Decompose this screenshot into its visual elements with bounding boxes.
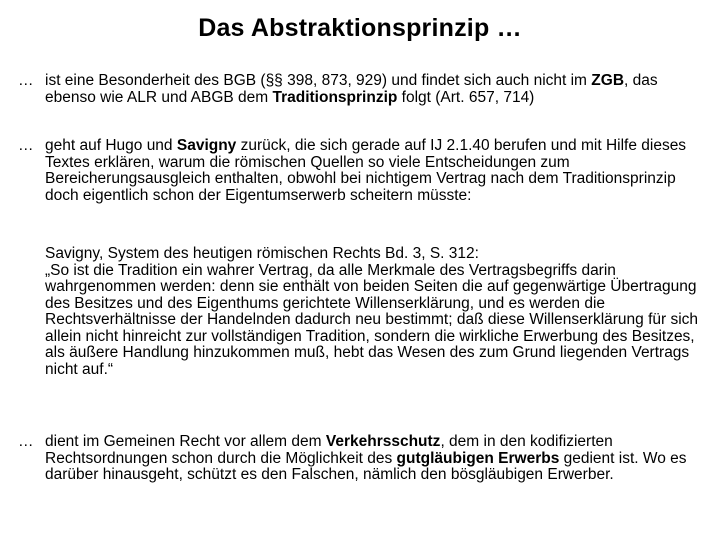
paragraph-text — [45, 138, 708, 204]
savigny-quote-block — [18, 246, 708, 378]
bold-term-zgb: ZGB — [591, 72, 625, 89]
text-span: zurück, die sich gerade auf IJ 2.1.40 berufen und mit Hilfe dieses Textes erklären, warum die römischen Quellen so viele Entscheidungen zum Bereicherungsausgleich enthalten, obwohl bei nichtigem Vertrag nach dem Traditionsprinzip doch eigentlich schon der Eigentumserwerb scheitern müsste: — [45, 137, 687, 204]
text-span: dient im Gemeinen Recht vor allem dem — [45, 433, 326, 450]
ellipsis-bullet-icon: … — [18, 137, 34, 154]
ellipsis-bullet-icon: … — [18, 433, 34, 450]
bullet-paragraph-savigny — [18, 138, 708, 204]
ellipsis-bullet-icon: … — [18, 72, 34, 89]
bold-term-traditionsprinzip: Traditionsprinzip — [272, 88, 398, 106]
bullet-paragraph-verkehrsschutz — [18, 434, 708, 484]
bold-term-savigny: Savigny — [176, 137, 237, 154]
bullet-paragraph-bgb — [18, 73, 708, 106]
slide-title: Das Abstraktionsprinzip … — [198, 14, 522, 42]
quote-text: „So ist die Tradition ein wahrer Vertrag, da alle Merkmale des Vertragsbegriffs darin wahrgenommen werden: denn sie enthält von beiden Seiten die auf gegenwärtige Übertragung des Besitzes und des Eigenthums gerichtete Willenserklärung, und es werden die Rechtsverhältnisse der Handelnden dadurch neu bestimmt; daß diese Willenserklärung für sich allein nicht hinreicht zur vollständigen Tradition, sondern die wirkliche Erwerbung des Besitzes, als äußere Handlung hinzukommen muß, hebt das Wesen des zum Grund liegenden Vertrags nicht auf.“ — [45, 261, 699, 378]
paragraph-text — [45, 434, 708, 484]
text-span: gedient ist. Wo es darüber hinausgeht, schützt es den Falschen, nämlich den bösgläubigen Erwerber. — [45, 449, 687, 483]
text-span: , dem in den kodifizierten Rechtsordnungen schon durch die Möglichkeit des — [45, 433, 613, 467]
paragraph-text — [45, 73, 708, 106]
text-span: folgt (Art. 657, 714) — [397, 88, 535, 106]
text-span: ist eine Besonderheit des BGB (§§ 398, 873, 929) und findet sich auch nicht im — [45, 72, 587, 89]
quote-source: Savigny, System des heutigen römischen Rechts Bd. 3, S. 312: — [45, 245, 479, 262]
bold-term-gutglaeubiger-erwerb: gutgläubigen Erwerbs — [396, 449, 560, 467]
text-span: geht auf Hugo und — [45, 137, 177, 154]
bold-term-verkehrsschutz: Verkehrsschutz — [325, 433, 441, 450]
text-span: , das ebenso wie ALR und ABGB dem — [45, 72, 658, 106]
